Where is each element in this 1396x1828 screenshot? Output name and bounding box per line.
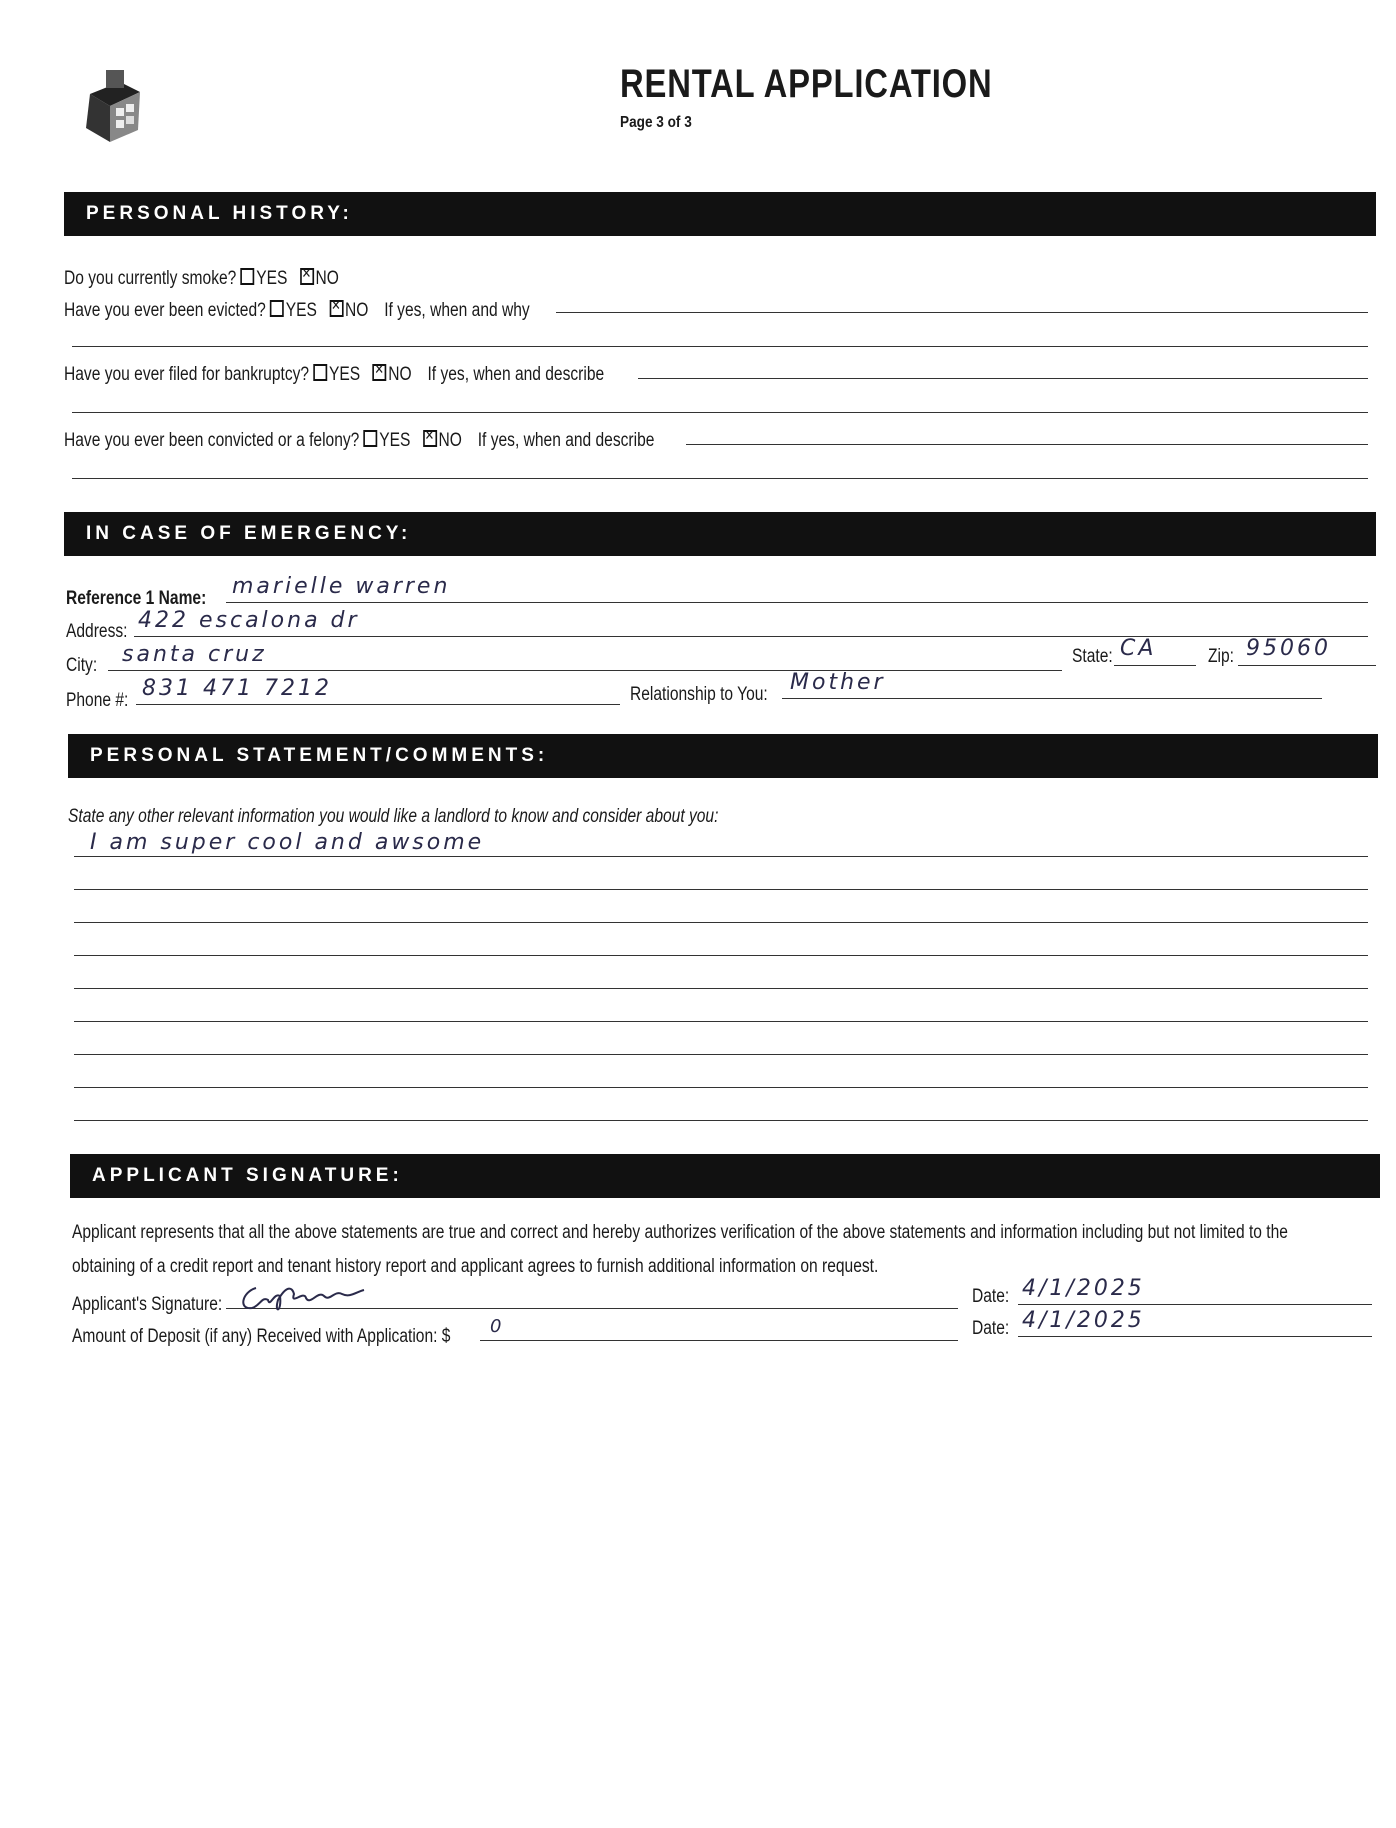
company-logo (80, 64, 146, 144)
felony-question-row: Have you ever been convicted or a felony? YES ✕ NO If yes, when and describe (64, 430, 654, 452)
section-bar-statement (68, 734, 1378, 778)
reference-name-field[interactable] (226, 602, 1368, 603)
statement-line-5[interactable] (74, 988, 1368, 989)
evicted-yes-checkbox[interactable] (270, 300, 284, 317)
bankruptcy-no-checkbox[interactable] (373, 364, 387, 381)
smoke-yes-checkbox[interactable] (241, 268, 255, 285)
reference-name-value: marielle warren (232, 574, 451, 599)
address-value: 422 escalona dr (138, 608, 360, 633)
state-label: State: (1072, 646, 1113, 667)
bankruptcy-answer-line-1[interactable] (638, 378, 1368, 379)
evicted-no-checkbox[interactable] (329, 300, 343, 317)
relationship-field[interactable] (782, 698, 1322, 699)
section-bar-personal-history (64, 192, 1376, 236)
relationship-value: Mother (790, 670, 886, 695)
statement-line-7[interactable] (74, 1054, 1368, 1055)
date-label-1: Date: (972, 1286, 1010, 1307)
phone-label: Phone #: (66, 690, 129, 711)
city-value: santa cruz (122, 642, 267, 667)
section-heading: PERSONAL HISTORY: (86, 203, 353, 224)
deposit-value: 0 (490, 1316, 505, 1337)
city-label: City: (66, 655, 98, 676)
date-value-1: 4/1/2025 (1022, 1276, 1145, 1301)
page-number: Page 3 of 3 (620, 114, 692, 131)
statement-line-8[interactable] (74, 1087, 1368, 1088)
statement-line-4[interactable] (74, 955, 1368, 956)
zip-label: Zip: (1208, 646, 1234, 667)
relationship-label: Relationship to You: (630, 684, 768, 705)
statement-line-6[interactable] (74, 1021, 1368, 1022)
date-field-2[interactable] (1018, 1336, 1372, 1337)
felony-yes-checkbox[interactable] (364, 430, 378, 447)
statement-line-1[interactable] (74, 856, 1368, 857)
zip-value: 95060 (1246, 636, 1331, 661)
statement-line-9[interactable] (74, 1120, 1368, 1121)
statement-value: I am super cool and awsome (90, 830, 485, 855)
statement-line-3[interactable] (74, 922, 1368, 923)
deposit-label: Amount of Deposit (if any) Received with Application: $ (72, 1326, 451, 1347)
page-title: RENTAL APPLICATION (620, 62, 993, 106)
section-heading: IN CASE OF EMERGENCY: (86, 523, 412, 544)
statement-prompt: State any other relevant information you would like a landlord to know and consider about you: (68, 806, 719, 827)
felony-answer-line-1[interactable] (686, 444, 1368, 445)
section-bar-signature (70, 1154, 1380, 1198)
smoke-question-row: Do you currently smoke? YES ✕ NO (64, 268, 339, 290)
certification-text-line-2: obtaining of a credit report and tenant history report and applicant agrees to furnish additional information on request. (72, 1256, 879, 1277)
applicant-signature (234, 1282, 384, 1316)
bankruptcy-question-row: Have you ever filed for bankruptcy? YES ✕ NO If yes, when and describe (64, 364, 604, 386)
felony-answer-line-2[interactable] (72, 478, 1368, 479)
city-field[interactable] (108, 670, 1062, 671)
state-value: CA (1120, 636, 1157, 661)
smoke-no-checkbox[interactable] (300, 268, 314, 285)
address-field[interactable] (134, 636, 1368, 637)
bankruptcy-yes-checkbox[interactable] (313, 364, 327, 381)
reference-name-label: Reference 1 Name: (66, 588, 207, 609)
state-field[interactable] (1114, 665, 1196, 666)
signature-label: Applicant's Signature: (72, 1294, 223, 1315)
date-field-1[interactable] (1018, 1304, 1372, 1305)
bankruptcy-answer-line-2[interactable] (72, 412, 1368, 413)
evicted-answer-line-2[interactable] (72, 346, 1368, 347)
felony-no-checkbox[interactable] (423, 430, 437, 447)
deposit-field[interactable] (480, 1340, 958, 1341)
section-heading: PERSONAL STATEMENT/COMMENTS: (90, 745, 549, 766)
section-heading: APPLICANT SIGNATURE: (92, 1165, 403, 1186)
zip-field[interactable] (1238, 665, 1376, 666)
statement-line-2[interactable] (74, 889, 1368, 890)
date-value-2: 4/1/2025 (1022, 1308, 1145, 1333)
evicted-question-row: Have you ever been evicted? YES ✕ NO If yes, when and why (64, 300, 530, 322)
address-label: Address: (66, 621, 128, 642)
evicted-answer-line-1[interactable] (556, 312, 1368, 313)
phone-field[interactable] (136, 704, 620, 705)
date-label-2: Date: (972, 1318, 1010, 1339)
phone-value: 831 471 7212 (142, 676, 332, 701)
section-bar-emergency (64, 512, 1376, 556)
certification-text-line-1: Applicant represents that all the above statements are true and correct and hereby authorizes verification of the above statements and information including but not limited to the (72, 1222, 1288, 1243)
